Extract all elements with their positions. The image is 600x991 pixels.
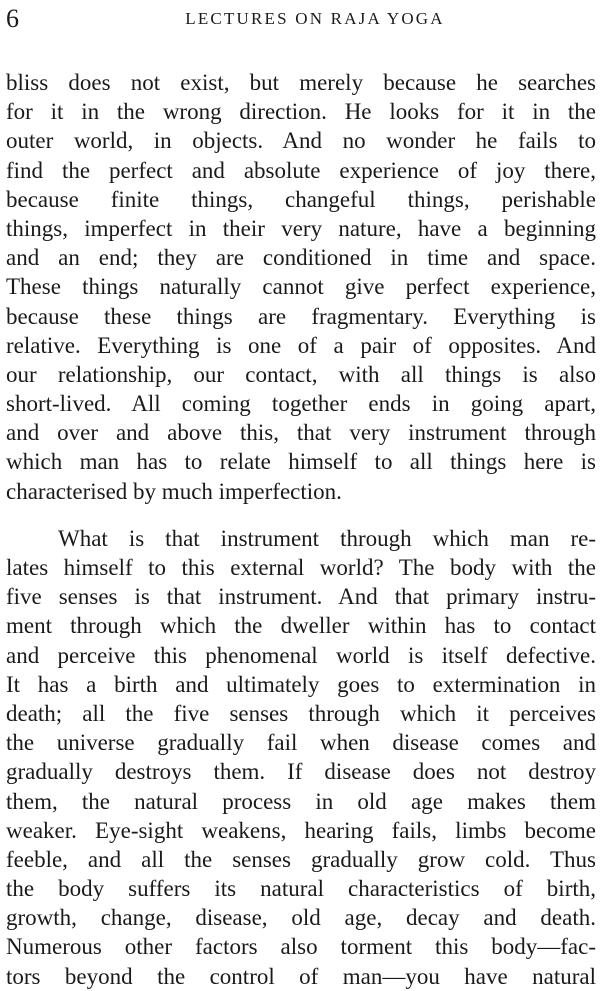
text-line: and perceive this phenomenal world is itself defective. <box>6 642 596 668</box>
paragraph-1 <box>6 68 596 506</box>
text-line: tors beyond the control of man—you have natural <box>6 963 596 989</box>
text-line: and over and above this, that very instrument through <box>6 420 596 446</box>
text-line: bliss does not exist, but merely because he searches <box>6 70 596 95</box>
running-head <box>6 4 594 34</box>
page-number: 6 <box>6 4 19 33</box>
text-line: outer world, in objects. And no wonder he fails to <box>6 128 596 154</box>
text-line: which man has to relate himself to all things here is <box>6 449 596 475</box>
text-line: What is that instrument through which man re- <box>58 525 596 551</box>
text-line: characterised by much imperfection. <box>6 478 342 504</box>
text-line: Numerous other factors also torment this body—fac- <box>6 934 596 960</box>
text-line: for it in the wrong direction. He looks for it in the <box>6 99 596 125</box>
running-title: LECTURES ON RAJA YOGA <box>185 9 445 28</box>
text-line: our relationship, our contact, with all things is also <box>6 361 596 387</box>
text-line: It has a birth and ultimately goes to extermination in <box>6 671 596 697</box>
text-line: because these things are fragmentary. Everything is <box>6 303 596 329</box>
text-line: and an end; they are conditioned in time and space. <box>6 245 596 271</box>
body-text <box>6 68 596 991</box>
text-line: five senses is that instrument. And that primary instru- <box>6 584 596 610</box>
text-line: short-lived. All coming together ends in going apart, <box>6 391 596 417</box>
text-line: find the perfect and absolute experience of joy there, <box>6 157 596 183</box>
text-line: gradually destroys them. If disease does not destroy <box>6 759 596 785</box>
text-line: relative. Everything is one of a pair of opposites. And <box>6 332 596 358</box>
text-line: the body suffers its natural characteristics of birth, <box>6 876 596 902</box>
text-line: the universe gradually fail when disease comes and <box>6 730 596 756</box>
paragraph-gap <box>6 506 596 524</box>
text-line: feeble, and all the senses gradually grow cold. Thus <box>6 846 596 872</box>
text-line: growth, change, disease, old age, decay and death. <box>6 905 596 931</box>
text-line: because finite things, changeful things, perishable <box>6 186 596 212</box>
text-line: lates himself to this external world? The body with the <box>6 555 596 580</box>
text-line: things, imperfect in their very nature, have a beginning <box>6 215 596 241</box>
text-line: These things naturally cannot give perfect experience, <box>6 274 596 300</box>
text-line: weaker. Eye-sight weakens, hearing fails, limbs become <box>6 817 596 843</box>
text-line: them, the natural process in old age makes them <box>6 788 596 814</box>
text-line: death; all the five senses through which it perceives <box>6 700 596 726</box>
text-line: ment through which the dweller within has to contact <box>6 613 596 639</box>
paragraph-2 <box>6 524 596 991</box>
